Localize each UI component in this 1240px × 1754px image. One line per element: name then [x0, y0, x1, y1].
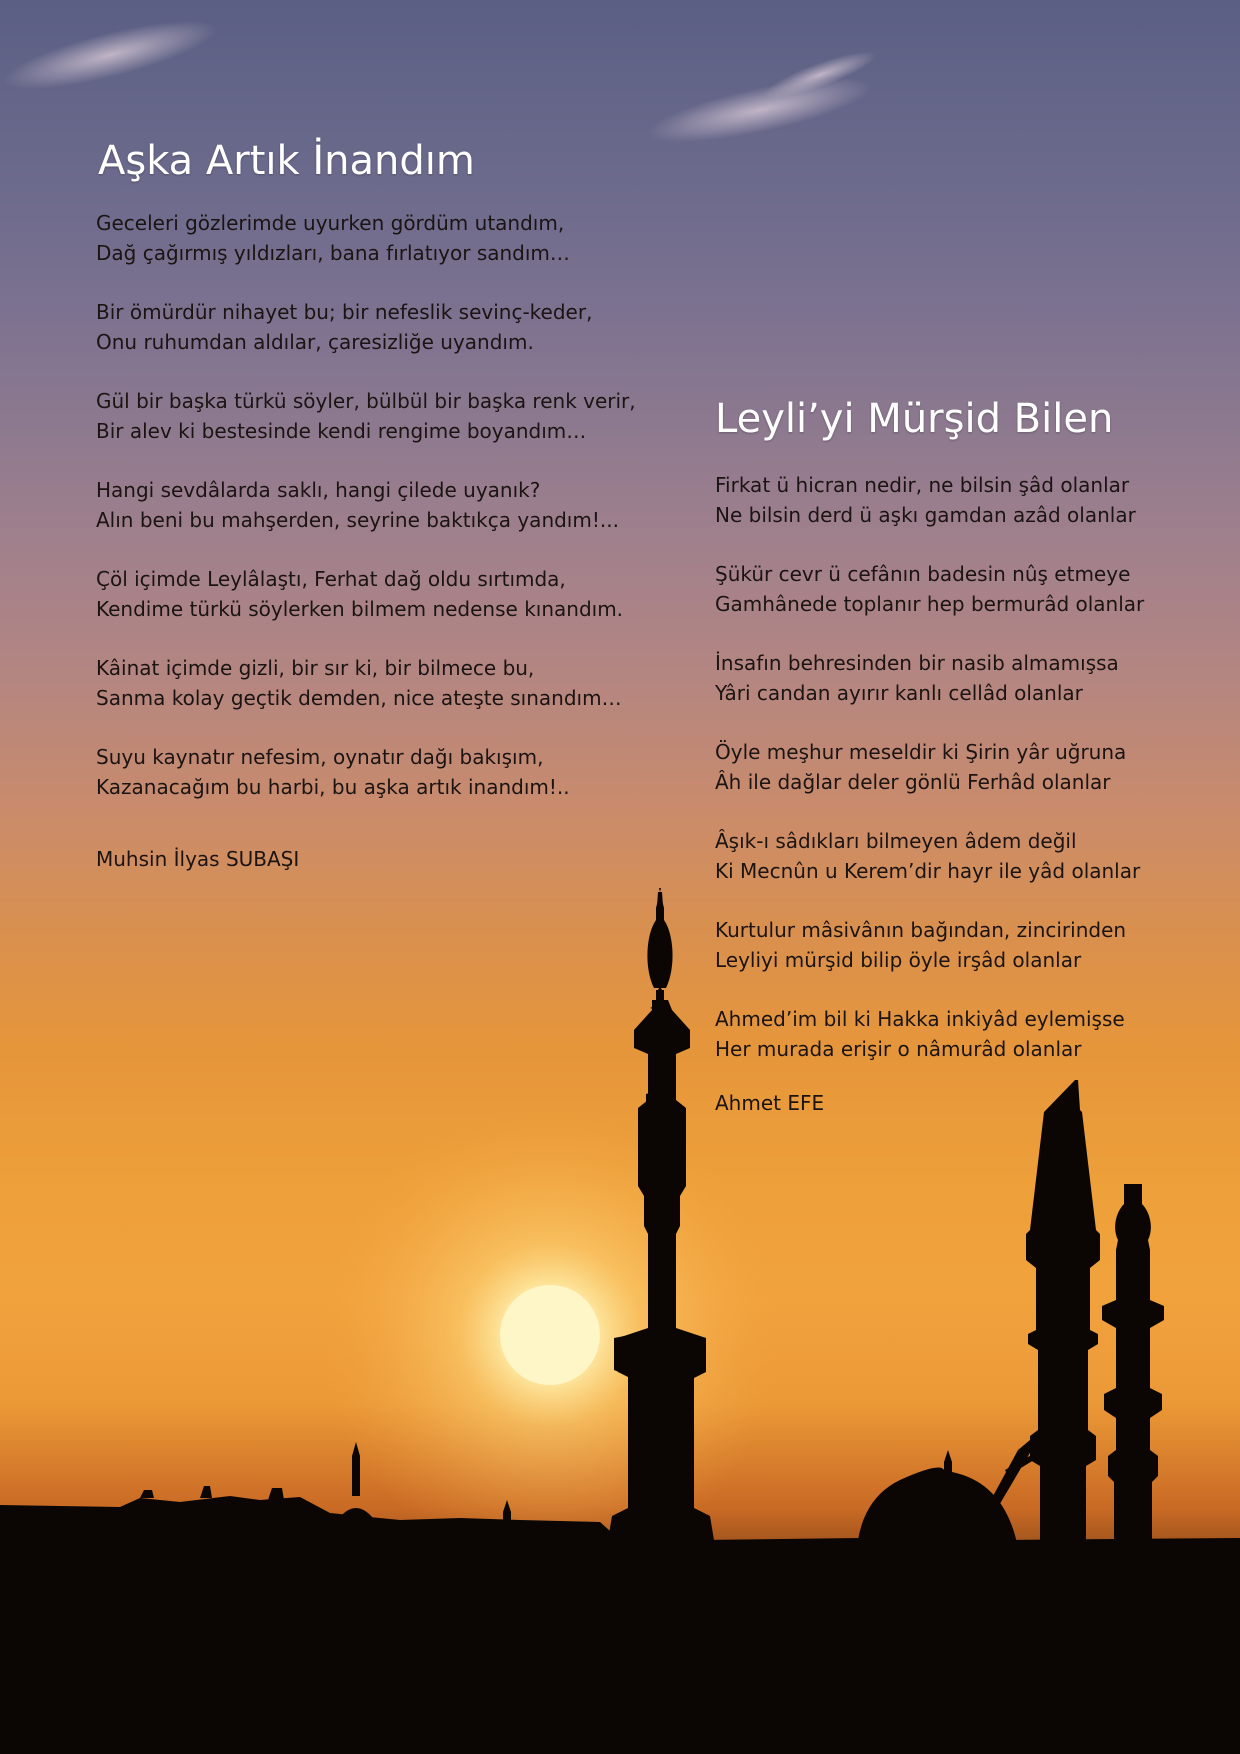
poem-1-stanza [96, 386, 666, 446]
poem-line: Kâinat içimde gizli, bir sır ki, bir bilmece bu, [96, 656, 535, 680]
poem-2-stanza [715, 1004, 1225, 1064]
sun [320, 1105, 780, 1565]
poem-1-stanza [96, 297, 666, 357]
poem-line: Her murada erişir o nâmurâd olanlar [715, 1037, 1082, 1061]
poem-2-stanza [715, 648, 1225, 708]
poem-2-stanza [715, 826, 1225, 886]
poem-1-body [96, 208, 666, 874]
poem-1-stanza [96, 564, 666, 624]
poem-line: Ahmed’im bil ki Hakka inkiyâd eylemişse [715, 1007, 1125, 1031]
poem-line: Yâri candan ayırır kanlı cellâd olanlar [715, 681, 1083, 705]
poem-line: Âşık-ı sâdıkları bilmeyen âdem değil [715, 829, 1077, 853]
clouds [0, 7, 880, 155]
poem-line: Sanma kolay geçtik demden, nice ateşte sınandım… [96, 686, 622, 710]
poem-line: Geceleri gözlerimde uyurken gördüm utandım, [96, 211, 565, 235]
poem-2-body [715, 470, 1225, 1118]
poem-line: Bir alev ki bestesinde kendi rengime boyandım… [96, 419, 587, 443]
poem-line: Firkat ü hicran nedir, ne bilsin şâd olanlar [715, 473, 1130, 497]
poem-line: Şükür cevr ü cefânın badesin nûş etmeye [715, 562, 1131, 586]
poem-1-stanza [96, 742, 666, 802]
poem-line: Bir ömürdür nihayet bu; bir nefeslik sevinç-keder, [96, 300, 593, 324]
poem-line: Onu ruhumdan aldılar, çaresizliğe uyandım. [96, 330, 534, 354]
poem-1-stanza [96, 208, 666, 268]
poem-line: Âh ile dağlar deler gönlü Ferhâd olanlar [715, 770, 1111, 794]
poem-line: Hangi sevdâlarda saklı, hangi çilede uyanık? [96, 478, 541, 502]
poem-2-stanza [715, 559, 1225, 619]
poem-line: İnsafın behresinden bir nasib almamışsa [715, 651, 1119, 675]
poem-line: Gül bir başka türkü söyler, bülbül bir başka renk verir, [96, 389, 636, 413]
poem-line: Çöl içimde Leylâlaştı, Ferhat dağ oldu sırtımda, [96, 567, 566, 591]
poem-line: Leyliyi mürşid bilip öyle irşâd olanlar [715, 948, 1082, 972]
poem-line: Kendime türkü söylerken bilmem nedense kınandım. [96, 597, 624, 621]
poem-2-stanza [715, 915, 1225, 975]
poem-line: Alın beni bu mahşerden, seyrine baktıkça yandım!... [96, 508, 619, 532]
poem-2-title: Leyli’yi Mürşid Bilen [715, 396, 1114, 442]
poem-2-author: Ahmet EFE [715, 1091, 825, 1115]
poem-1-stanza [96, 475, 666, 535]
poem-2-stanza [715, 470, 1225, 530]
poem-line: Ki Mecnûn u Kerem’dir hayr ile yâd olanlar [715, 859, 1141, 883]
poem-line: Kazanacağım bu harbi, bu aşka artık inandım!.. [96, 775, 570, 799]
poem-line: Suyu kaynatır nefesim, oynatır dağı bakışım, [96, 745, 544, 769]
poem-1-author: Muhsin İlyas SUBAŞI [96, 847, 300, 871]
poem-line: Gamhânede toplanır hep bermurâd olanlar [715, 592, 1145, 616]
poem-line: Kurtulur mâsivânın bağından, zincirinden [715, 918, 1127, 942]
poem-line: Dağ çağırmış yıldızları, bana fırlatıyor sandım… [96, 241, 570, 265]
poem-line: Öyle meşhur meseldir ki Şirin yâr uğruna [715, 740, 1127, 764]
poem-1-title: Aşka Artık İnandım [98, 138, 475, 184]
poem-line: Ne bilsin derd ü aşkı gamdan azâd olanlar [715, 503, 1136, 527]
poem-1-stanza [96, 653, 666, 713]
poem-2-stanza [715, 737, 1225, 797]
